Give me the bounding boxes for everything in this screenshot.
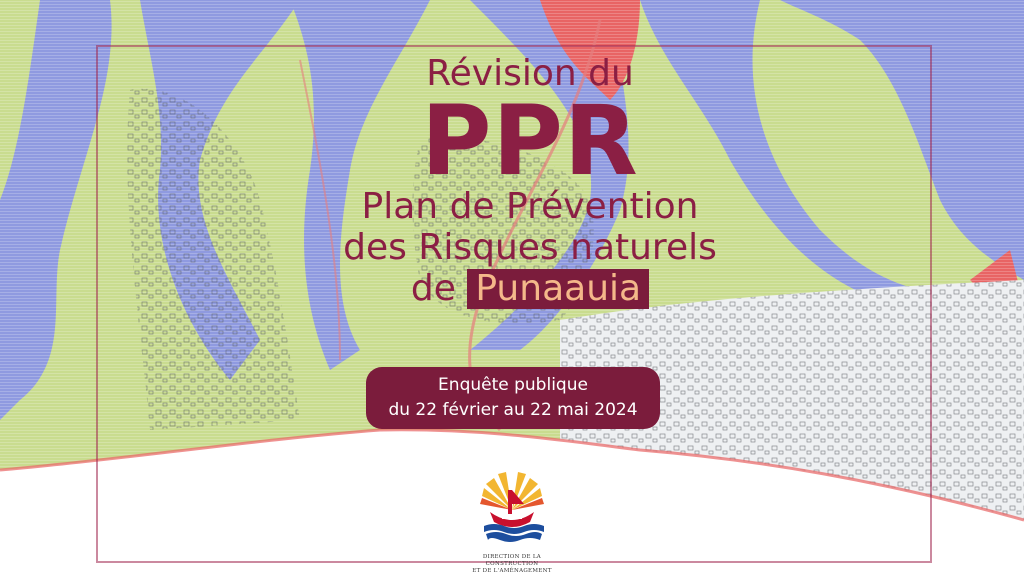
title-line-plan: Plan de Prévention bbox=[361, 186, 699, 227]
title-prefix: de bbox=[410, 268, 456, 309]
enquete-badge bbox=[366, 367, 660, 429]
logo-caption-2: ET DE L'AMÉNAGEMENT bbox=[472, 568, 552, 574]
polynesia-emblem-icon bbox=[472, 470, 552, 550]
logo-caption-1: DIRECTION DE LA CONSTRUCTION bbox=[482, 554, 542, 567]
title-line-risques: des Risques naturels bbox=[343, 227, 717, 268]
enquete-title: Enquête publique bbox=[438, 375, 588, 395]
dca-logo bbox=[462, 470, 562, 574]
title-block bbox=[300, 52, 760, 309]
title-ppr: PPR bbox=[421, 85, 639, 197]
title-line-commune bbox=[300, 268, 760, 309]
commune-highlight: Punaauia bbox=[467, 269, 649, 309]
title-line-revision: Révision du bbox=[426, 53, 634, 94]
enquete-dates: du 22 février au 22 mai 2024 bbox=[388, 400, 638, 420]
